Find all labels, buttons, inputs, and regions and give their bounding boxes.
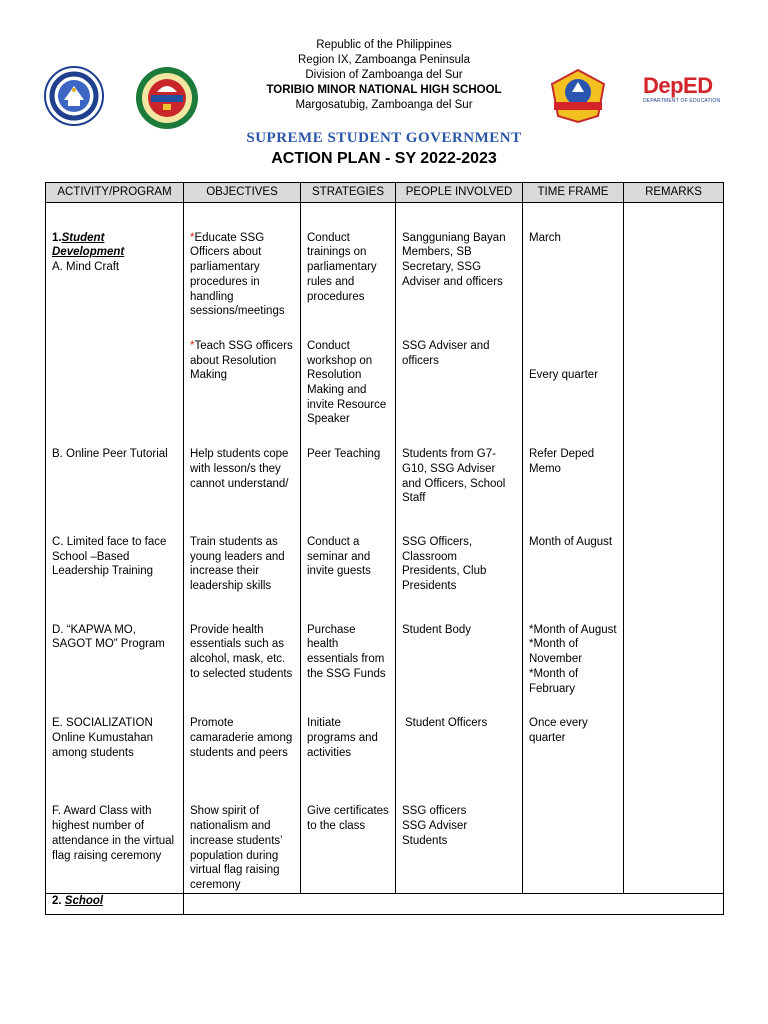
activity-label: A. Mind Craft <box>52 261 120 274</box>
table-row-spacer <box>46 760 724 804</box>
cell-people: Student Body <box>396 623 523 697</box>
table-row <box>46 339 724 427</box>
column-header-objectives: OBJECTIVES <box>184 183 301 203</box>
cell-remarks <box>624 231 724 319</box>
cell-objectives: Provide health essentials such as alcohol, mask, etc. to selected students <box>184 623 301 697</box>
cell-activity <box>46 231 184 319</box>
objective-text: Educate SSG Officers about parliamentary procedures in handling sessions/meetings <box>190 231 285 318</box>
table-row-spacer <box>46 427 724 447</box>
header-school-name: TORIBIO MINOR NATIONAL HIGH SCHOOL <box>266 84 502 96</box>
deped-wordmark-text: DepED <box>643 73 713 98</box>
table-row-spacer <box>46 594 724 623</box>
cell-remarks <box>624 535 724 594</box>
table-row-spacer <box>46 696 724 716</box>
asterisk-mark: * <box>190 339 195 352</box>
action-plan-title: ACTION PLAN - SY 2022-2023 <box>271 150 497 167</box>
action-plan-table <box>45 182 724 915</box>
table-row <box>46 535 724 594</box>
cell-objectives: Show spirit of nationalism and increase students’ population during virtual flag raising ceremony <box>184 804 301 893</box>
cell-strategies: Purchase health essentials from the SSG Funds <box>301 623 396 697</box>
time-frame-entry: *Month of August <box>529 623 617 636</box>
cell-people <box>396 804 523 893</box>
header-line-republic: Republic of the Philippines <box>316 39 452 51</box>
cell-activity: B. Online Peer Tutorial <box>46 447 184 506</box>
cell-objectives <box>184 231 301 319</box>
column-header-activity: ACTIVITY/PROGRAM <box>46 183 184 203</box>
cell-remarks <box>624 623 724 697</box>
deped-seal-logo <box>44 66 104 126</box>
section-number: 2. <box>52 894 62 907</box>
ssg-logo <box>548 68 608 124</box>
objective-text: Teach SSG officers about Resolution Making <box>190 339 293 382</box>
people-entry: SSG officers <box>402 805 467 818</box>
cell-strategies: Peer Teaching <box>301 447 396 506</box>
deped-wordmark-subtitle: DEPARTMENT OF EDUCATION <box>643 98 721 104</box>
cell-activity: E. SOCIALIZATION Online Kumustahan among students <box>46 716 184 760</box>
school-seal-logo <box>135 66 199 130</box>
people-text: Student Officers <box>405 717 488 730</box>
column-header-people: PEOPLE INVOLVED <box>396 183 523 203</box>
cell-people: SSG Adviser and officers <box>396 339 523 427</box>
people-entry: SSG Adviser <box>402 820 468 833</box>
table-row-spacer <box>46 506 724 535</box>
cell-time-frame: March <box>523 231 624 319</box>
header-line-region: Region IX, Zamboanga Peninsula <box>298 54 470 66</box>
cell-objectives <box>184 339 301 427</box>
cell-remarks <box>624 447 724 506</box>
table-row <box>46 231 724 319</box>
cell-objectives: Help students cope with lesson/s they cannot understand/ <box>184 447 301 506</box>
time-frame-entry: *Month of February <box>529 667 579 695</box>
time-frame-text: Every quarter <box>529 368 599 381</box>
cell-remarks <box>624 804 724 893</box>
column-header-time-frame: TIME FRAME <box>523 183 624 203</box>
cell-people: SSG Officers, Classroom Presidents, Club Presidents <box>396 535 523 594</box>
cell-objectives: Promote camaraderie among students and peers <box>184 716 301 760</box>
cell-strategies: Conduct a seminar and invite guests <box>301 535 396 594</box>
cell-time-frame <box>523 339 624 427</box>
cell-time-frame: Once every quarter <box>523 716 624 760</box>
cell-activity: D. “KAPWA MO, SAGOT MO” Program <box>46 623 184 697</box>
section-heading: School <box>64 894 104 907</box>
cell-strategies: Conduct trainings on parliamentary rules and procedures <box>301 231 396 319</box>
table-header-row <box>46 183 724 203</box>
cell-section-span <box>184 893 724 914</box>
cell-activity <box>46 339 184 427</box>
cell-activity: C. Limited face to face School –Based Leadership Training <box>46 535 184 594</box>
table-row-spacer <box>46 319 724 339</box>
table-row-spacer <box>46 202 724 231</box>
asterisk-mark: * <box>190 231 195 244</box>
cell-time-frame <box>523 623 624 697</box>
table-row <box>46 804 724 893</box>
time-frame-entry: *Month of November <box>529 638 583 666</box>
column-header-remarks: REMARKS <box>624 183 724 203</box>
cell-strategies: Initiate programs and activities <box>301 716 396 760</box>
deped-wordmark-logo <box>643 74 727 110</box>
section-heading: Student Development <box>52 231 125 259</box>
cell-strategies: Give certificates to the class <box>301 804 396 893</box>
table-row <box>46 716 724 760</box>
cell-people: Sangguniang Bayan Members, SB Secretary, SSG Adviser and officers <box>396 231 523 319</box>
ssg-title: SUPREME STUDENT GOVERNMENT <box>246 130 522 146</box>
column-header-strategies: STRATEGIES <box>301 183 396 203</box>
section-number: 1. <box>52 231 62 244</box>
cell-people: Students from G7-G10, SSG Adviser and Officers, School Staff <box>396 447 523 506</box>
table-row <box>46 623 724 697</box>
cell-people <box>396 716 523 760</box>
header-address: Margosatubig, Zamboanga del Sur <box>295 99 473 111</box>
cell-remarks <box>624 716 724 760</box>
cell-strategies: Conduct workshop on Resolution Making and invite Resource Speaker <box>301 339 396 427</box>
cell-remarks <box>624 339 724 427</box>
header-line-division: Division of Zamboanga del Sur <box>305 69 463 81</box>
table-row <box>46 447 724 506</box>
cell-time-frame <box>523 804 624 893</box>
cell-activity: F. Award Class with highest number of attendance in the virtual flag raising ceremony <box>46 804 184 893</box>
cell-activity <box>46 893 184 914</box>
cell-time-frame: Month of August <box>523 535 624 594</box>
people-entry: Students <box>402 834 448 847</box>
cell-objectives: Train students as young leaders and increase their leadership skills <box>184 535 301 594</box>
table-row <box>46 893 724 914</box>
cell-time-frame: Refer Deped Memo <box>523 447 624 506</box>
